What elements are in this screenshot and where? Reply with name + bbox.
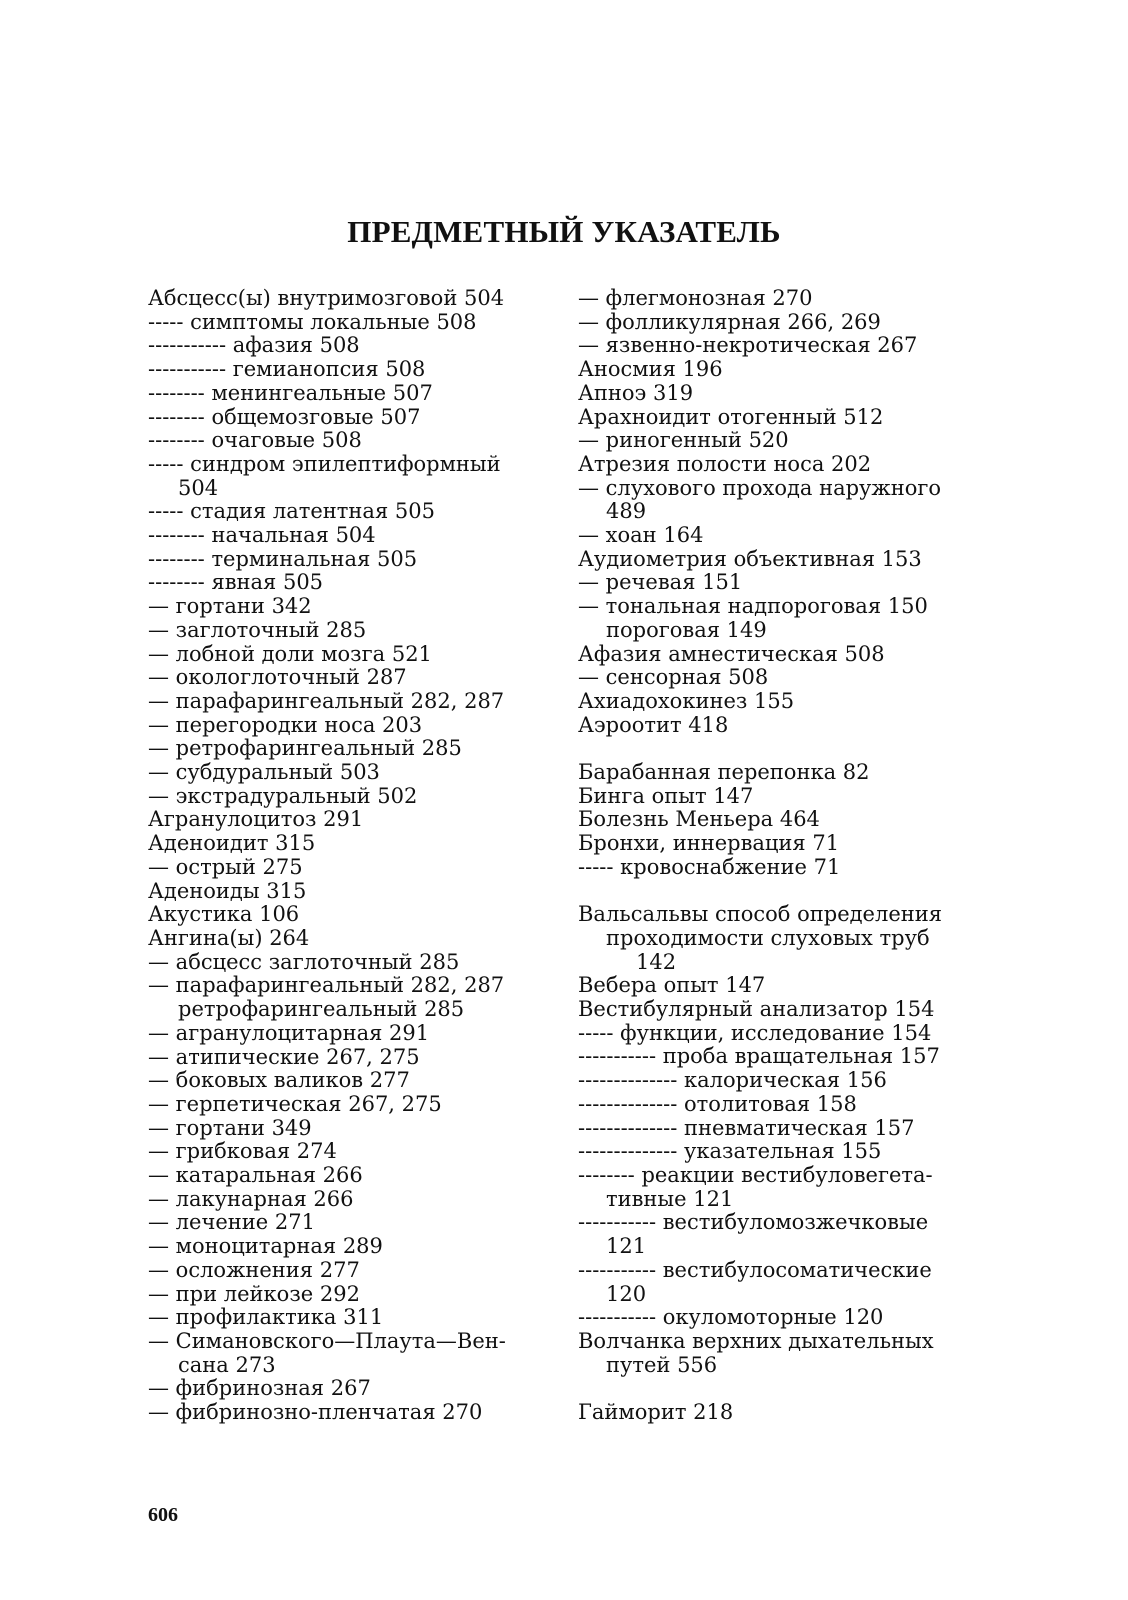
index-entry-continuation: 504	[178, 475, 219, 500]
index-entry	[148, 690, 548, 714]
index-entry-text: Болезнь Меньера 464	[578, 807, 820, 832]
index-entry-text: — флегмонозная 270	[578, 286, 813, 310]
index-entry	[148, 880, 548, 904]
index-entry	[578, 1022, 978, 1046]
index-entry	[578, 761, 978, 785]
index-entry-text: — окологлоточный 287	[148, 665, 407, 690]
index-entry	[148, 548, 548, 572]
index-column-left	[148, 287, 548, 1425]
index-entry-text: Акустика 106	[148, 902, 300, 927]
index-entry-text: — фибринозно-пленчатая 270	[148, 1400, 483, 1425]
index-entry	[578, 856, 978, 880]
index-entry	[578, 998, 978, 1022]
index-entry	[148, 974, 548, 1021]
index-entry	[148, 595, 548, 619]
index-entry-text: Ахиадохокинез 155	[578, 688, 795, 713]
index-entry-text: -------- менингеальные 507	[148, 380, 433, 405]
index-entry-text: -------- общемозговые 507	[148, 404, 421, 429]
index-entry	[578, 785, 978, 809]
index-entry-continuation: сана 273	[178, 1352, 276, 1377]
index-entry	[148, 358, 548, 382]
index-entry-text: ----- функции, исследование 154	[578, 1020, 932, 1045]
index-entry-text: — моноцитарная 289	[148, 1234, 383, 1259]
index-entry-text: -------------- пневматическая 157	[578, 1115, 915, 1140]
index-entry-text: -------------- калорическая 156	[578, 1068, 887, 1093]
index-entry-text: -------- реакции вестибуловегета-	[578, 1162, 933, 1187]
index-entry	[148, 832, 548, 856]
index-entry-text: ----------- окуломоторные 120	[578, 1305, 884, 1330]
index-entry-continuation: путей 556	[606, 1352, 718, 1377]
index-entry-text: — при лейкозе 292	[148, 1281, 360, 1306]
index-entry-text: Агранулоцитоз 291	[148, 807, 364, 832]
index-entry	[578, 524, 978, 548]
index-entry	[148, 714, 548, 738]
index-entry-text: — субдуральный 503	[148, 760, 380, 785]
index-entry	[578, 311, 978, 335]
index-entry	[578, 974, 978, 998]
index-entry	[578, 903, 978, 974]
index-entry-text: — боковых валиков 277	[148, 1068, 410, 1093]
index-entry-text: -------------- указательная 155	[578, 1139, 882, 1164]
index-entry	[148, 571, 548, 595]
index-entry-text: — агранулоцитарная 291	[148, 1020, 430, 1045]
index-entry	[578, 666, 978, 690]
index-entry-text: — гортани 349	[148, 1115, 312, 1140]
index-spacer	[578, 1377, 978, 1401]
index-column-right	[578, 287, 978, 1425]
index-entry-text: Аденоидит 315	[148, 831, 316, 856]
index-entry-text: Вальсальвы способ определения	[578, 902, 942, 927]
index-entry	[578, 690, 978, 714]
index-entry	[148, 1140, 548, 1164]
index-entry-text: — Симановского—Плаута—Вен-	[148, 1328, 506, 1353]
index-entry-text: Аэроотит 418	[578, 712, 729, 737]
index-entry-text: ----- симптомы локальные 508	[148, 309, 477, 334]
index-entry-text: Волчанка верхних дыхательных	[578, 1328, 934, 1353]
index-entry-text: — тональная надпороговая 150	[578, 594, 928, 619]
index-entry-text: — лечение 271	[148, 1210, 315, 1235]
index-entry	[578, 1140, 978, 1164]
index-entry	[578, 571, 978, 595]
index-entry	[148, 1022, 548, 1046]
index-entry-text: — атипические 267, 275	[148, 1044, 420, 1069]
index-entry	[148, 1235, 548, 1259]
index-entry	[578, 358, 978, 382]
index-entry	[148, 1046, 548, 1070]
index-entry	[148, 856, 548, 880]
index-entry-text: — гортани 342	[148, 594, 312, 619]
index-entry	[148, 334, 548, 358]
index-entry-text: — язвенно-некротическая 267	[578, 333, 918, 358]
index-entry	[578, 477, 978, 524]
index-entry-text: Аносмия 196	[578, 357, 723, 382]
index-entry-text: — сенсорная 508	[578, 665, 769, 690]
index-entry	[148, 1164, 548, 1188]
index-entry-text: Аудиометрия объективная 153	[578, 546, 922, 571]
index-entry	[148, 382, 548, 406]
index-entry-text: -------- очаговые 508	[148, 428, 362, 453]
index-entry-continuation: проходимости слуховых труб	[606, 925, 930, 950]
index-entry-text: — заглоточный 285	[148, 617, 367, 642]
index-entry-text: — фолликулярная 266, 269	[578, 309, 881, 334]
index-entry-text: — абсцесс заглоточный 285	[148, 949, 460, 974]
index-entry	[578, 1401, 978, 1425]
index-entry	[148, 927, 548, 951]
index-entry	[148, 643, 548, 667]
index-entry-text: -------------- отолитовая 158	[578, 1091, 857, 1116]
index-entry-text: ----- стадия латентная 505	[148, 499, 435, 524]
index-entry-text: — парафарингеальный 282, 287	[148, 973, 505, 998]
index-entry-text: Абсцесс(ы) внутримозговой 504	[148, 286, 505, 310]
index-entry-text: — грибковая 274	[148, 1139, 337, 1164]
index-entry-text: Апноэ 319	[578, 380, 694, 405]
index-entry	[578, 334, 978, 358]
index-entry	[578, 406, 978, 430]
index-entry-text: — осложнения 277	[148, 1257, 360, 1282]
index-entry-text: Ангина(ы) 264	[148, 925, 310, 950]
index-entry-text: — лобной доли мозга 521	[148, 641, 432, 666]
index-entry	[578, 1069, 978, 1093]
index-entry-text: — лакунарная 266	[148, 1186, 354, 1211]
index-entry	[578, 832, 978, 856]
index-entry	[148, 1188, 548, 1212]
index-entry-text: — острый 275	[148, 854, 303, 879]
index-entry-text: ----------- проба вращательная 157	[578, 1044, 940, 1069]
index-entry-text: ----------- вестибулосоматические	[578, 1257, 932, 1282]
index-entry	[148, 524, 548, 548]
index-entry	[148, 1093, 548, 1117]
index-entry	[148, 619, 548, 643]
index-entry-text: ----------- афазия 508	[148, 333, 360, 358]
index-entry-continuation: 120	[606, 1281, 647, 1306]
index-entry-text: Барабанная перепонка 82	[578, 760, 870, 785]
index-entry	[578, 643, 978, 667]
index-entry	[578, 595, 978, 642]
index-entry	[578, 548, 978, 572]
index-entry-text: — герпетическая 267, 275	[148, 1091, 442, 1116]
index-entry-text: — катаральная 266	[148, 1163, 363, 1188]
index-entry-text: Аденоиды 315	[148, 878, 307, 903]
index-entry	[148, 1330, 548, 1377]
index-entry	[148, 500, 548, 524]
index-entry-text: — экстрадуральный 502	[148, 783, 418, 808]
index-entry	[578, 429, 978, 453]
index-entry	[578, 1330, 978, 1377]
index-entry	[578, 1093, 978, 1117]
page-title: ПРЕДМЕТНЫЙ УКАЗАТЕЛЬ	[347, 214, 781, 249]
index-entry	[148, 311, 548, 335]
index-entry	[148, 1259, 548, 1283]
index-entry	[578, 714, 978, 738]
index-entry	[148, 808, 548, 832]
index-entry	[148, 1069, 548, 1093]
index-entry	[148, 666, 548, 690]
index-entry	[148, 1117, 548, 1141]
index-entry	[578, 1211, 978, 1258]
index-entry	[148, 1401, 548, 1425]
index-entry-text: Арахноидит отогенный 512	[578, 404, 884, 429]
index-entry-text: Бронхи, иннервация 71	[578, 831, 840, 856]
index-entry	[148, 951, 548, 975]
index-entry	[148, 1306, 548, 1330]
index-entry-continuation: 489	[606, 499, 647, 524]
index-entry	[148, 761, 548, 785]
index-entry-text: Бинга опыт 147	[578, 783, 754, 808]
index-entry-continuation: 142	[636, 949, 677, 974]
index-entry-text: — перегородки носа 203	[148, 712, 423, 737]
index-entry-continuation: ретрофарингеальный 285	[178, 997, 465, 1022]
index-entry	[578, 287, 978, 311]
index-entry-text: -------- явная 505	[148, 570, 324, 595]
index-entry	[578, 1164, 978, 1211]
index-entry-text: ----- кровоснабжение 71	[578, 854, 841, 879]
index-entry	[148, 406, 548, 430]
index-entry	[148, 453, 548, 500]
index-entry	[148, 785, 548, 809]
index-entry	[148, 1211, 548, 1235]
index-entry-text: Вестибулярный анализатор 154	[578, 997, 935, 1022]
index-entry-text: — парафарингеальный 282, 287	[148, 688, 505, 713]
index-entry-text: Афазия амнестическая 508	[578, 641, 885, 666]
index-entry	[148, 1283, 548, 1307]
index-entry	[578, 808, 978, 832]
index-entry-text: — слухового прохода наружного	[578, 475, 942, 500]
index-entry-continuation: 121	[606, 1234, 647, 1259]
index-entry-text: — риногенный 520	[578, 428, 789, 453]
index-entry	[148, 287, 548, 311]
index-entry-text: — профилактика 311	[148, 1305, 384, 1330]
index-entry-continuation: тивные 121	[606, 1186, 734, 1211]
index-entry	[578, 1306, 978, 1330]
index-entry	[148, 1377, 548, 1401]
index-entry-text: — хоан 164	[578, 523, 704, 548]
index-entry-text: ----- синдром эпилептиформный	[148, 451, 501, 476]
index-entry	[578, 453, 978, 477]
index-entry	[578, 1117, 978, 1141]
index-entry-text: Гайморит 218	[578, 1400, 734, 1424]
index-entry-text: ----------- гемианопсия 508	[148, 357, 426, 382]
index-entry-text: -------- начальная 504	[148, 523, 376, 548]
index-spacer	[578, 737, 978, 761]
index-entry	[148, 429, 548, 453]
index-spacer	[578, 880, 978, 904]
index-entry-text: — фибринозная 267	[148, 1376, 371, 1401]
index-entry	[148, 737, 548, 761]
index-entry-continuation: пороговая 149	[606, 617, 767, 642]
index-entry	[148, 903, 548, 927]
index-entry-text: — ретрофарингеальный 285	[148, 736, 462, 761]
index-entry-text: -------- терминальная 505	[148, 546, 418, 571]
index-entry-text: Вебера опыт 147	[578, 973, 766, 998]
index-entry	[578, 1259, 978, 1306]
index-entry	[578, 1045, 978, 1069]
index-entry	[578, 382, 978, 406]
index-entry-text: ----------- вестибуломозжечковые	[578, 1210, 929, 1235]
page-number: 606	[148, 1504, 178, 1526]
index-entry-text: — речевая 151	[578, 570, 743, 595]
index-entry-text: Атрезия полости носа 202	[578, 451, 872, 476]
